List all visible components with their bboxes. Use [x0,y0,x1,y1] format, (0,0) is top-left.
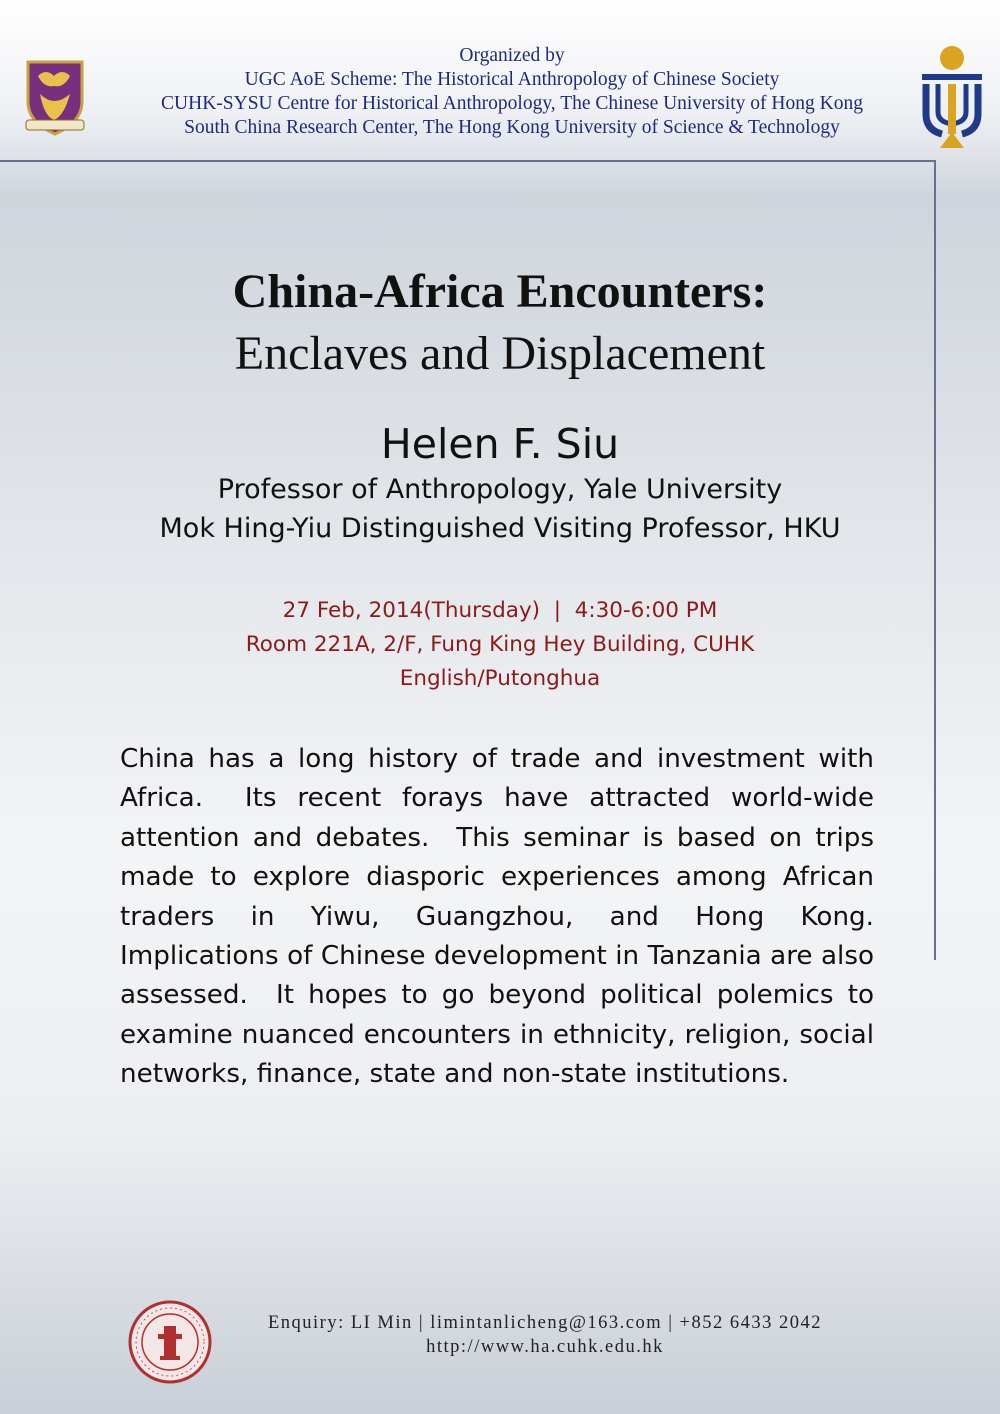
organized-by-label: Organized by [459,45,565,66]
speaker-affiliation-2: Mok Hing-Yiu Distinguished Visiting Professor, HKU [159,513,841,544]
abstract-text: China has a long history of trade and investment with Africa. Its recent forays have attracted world-wide attention and debates. This seminar is based on trips made to explore diasporic experiences among African traders in Yiwu, Guangzhou, and Hong Kong. Implications of Chinese development in Tanzania are also assessed. It hopes to go beyond political polemics to examine nuanced encounters in ethnicity, religion, social networks, finance, state and non-state institutions. [120,744,891,1090]
hkust-logo-icon [918,44,986,150]
event-venue: Room 221A, 2/F, Fung King Hey Building, CUHK [245,632,755,657]
speaker-name: Helen F. Siu [380,420,620,468]
footer-enquiry: Enquiry: LI Min | limintanlicheng@163.com | +852 6433 2042 [267,1313,822,1333]
header [0,0,1000,160]
title-subtitle: Enclaves and Displacement [234,327,766,380]
organizer-ugc: UGC AoE Scheme: The Historical Anthropology of Chinese Society [244,69,780,90]
organizer-block [100,44,924,140]
cuhk-crest-icon [24,58,86,138]
footer-website: http://www.ha.cuhk.edu.hk [426,1337,664,1357]
speaker-affiliation-1: Professor of Anthropology, Yale University [217,474,783,505]
header-divider [0,160,935,162]
event-language: English/Putonghua [399,666,601,691]
centre-seal-icon [128,1300,212,1384]
event-datetime: 27 Feb, 2014(Thursday) | 4:30-6:00 PM [282,598,718,623]
title-main: China-Africa Encounters: [232,265,768,318]
organizer-hkust: South China Research Center, The Hong Kong University of Science & Technology [184,117,840,138]
organizer-cuhk-sysu: CUHK-SYSU Centre for Historical Anthropology, The Chinese University of Hong Kong [161,93,863,114]
